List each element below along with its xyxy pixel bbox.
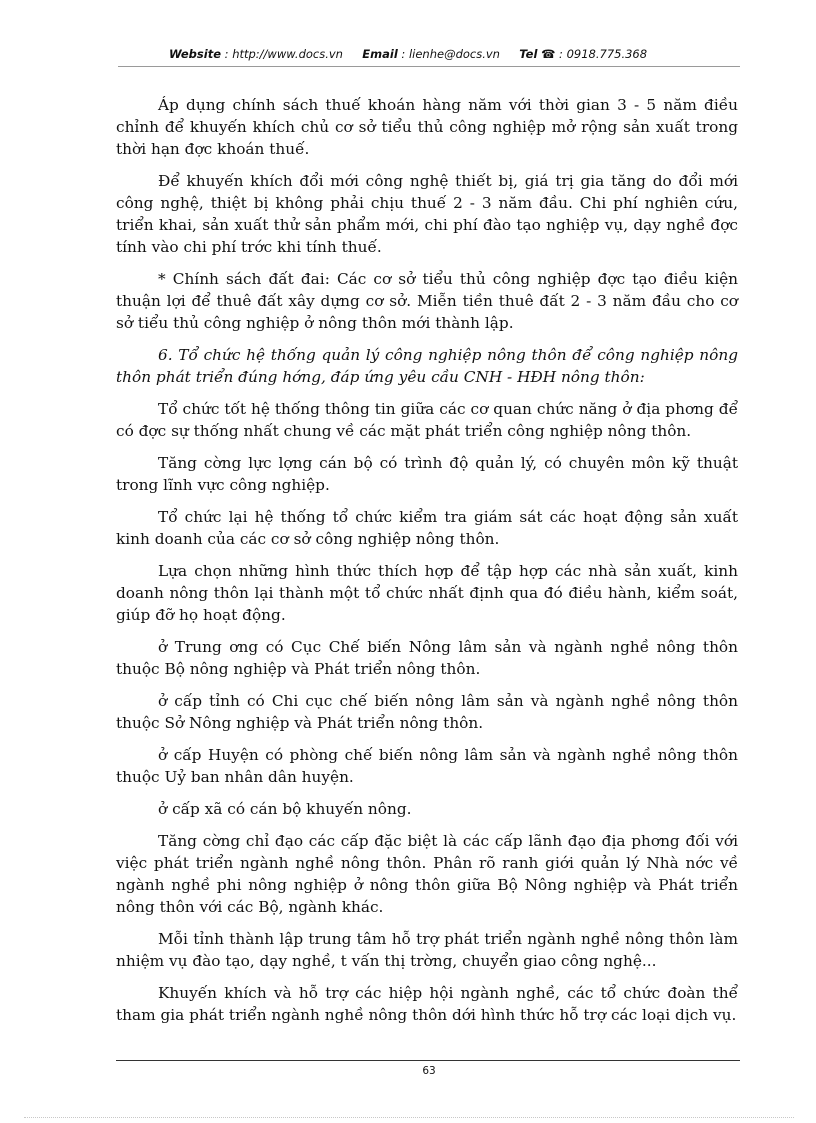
paragraph: Lựa chọn những hình thức thích hợp để tập hợp các nhà sản xuất, kinh doanh nông thôn lại thành một tổ chức nhất định qua đó điều hành, kiểm soát, giúp đỡ họ hoạt động. [116,562,738,624]
paragraph: Khuyến khích và hỗ trợ các hiệp hội ngành nghề, các tổ chức đoàn thể tham gia phát triển ngành nghề nông thôn dới hình thức hỗ trợ các loại dịch vụ. [116,984,738,1024]
paragraph: Để khuyến khích đổi mới công nghệ thiết bị, giá trị gia tăng do đổi mới công nghệ, thiệt bị không phải chịu thuế 2 - 3 năm đầu. Chi phí nghiên cứu, triển khai, sản xuất thử sản phẩm mới, chi phí đào tạo nghiệp vụ, dạy nghề đợc tính vào chi phí trớc khi tính thuế. [116,172,738,256]
document-body [116,94,738,1036]
section-heading: 6. Tổ chức hệ thống quản lý công nghiệp nông thôn để công nghiệp nông thôn phát triển đúng hớng, đáp ứng yêu cầu CNH - HĐH nông thôn: [116,346,738,386]
phone-icon: ☎ [541,47,556,61]
paragraph: ở cấp xã có cán bộ khuyến nông. [158,800,412,818]
header-divider [118,66,740,67]
paragraph: Tổ chức lại hệ thống tổ chức kiểm tra giám sát các hoạt động sản xuất kinh doanh của các cơ sở công nghiệp nông thôn. [116,508,738,548]
website-label: Website [168,47,222,61]
footer-divider [116,1060,740,1061]
paragraph: ở cấp Huyện có phòng chế biến nông lâm sản và ngành nghề nông thôn thuộc Uỷ ban nhân dân huyện. [116,746,738,786]
paragraph: Mỗi tỉnh thành lập trung tâm hỗ trợ phát triển ngành nghề nông thôn làm nhiệm vụ đào tạo, dạy nghề, t vấn thị trờng, chuyển giao công nghệ... [116,930,738,970]
paragraph: Tổ chức tốt hệ thống thông tin giữa các cơ quan chức năng ở địa phơng để có đợc sự thống nhất chung về các mặt phát triển công nghiệp nông thôn. [116,400,738,440]
page-header [0,47,816,61]
paragraph: ở cấp tỉnh có Chi cục chế biến nông lâm sản và ngành nghề nông thôn thuộc Sở Nông nghiệp và Phát triển nông thôn. [116,692,738,732]
website-value: : http://www.docs.vn [224,47,343,61]
paragraph: Tăng cờng chỉ đạo các cấp đặc biệt là các cấp lãnh đạo địa phơng đối với việc phát triển ngành nghề nông thôn. Phân rõ ranh giới quản lý Nhà nớc về ngành nghề phi nông nghiệp ở nông thôn giữa Bộ Nông nghiệp và Phát triển nông thôn với các Bộ, ngành khác. [116,832,738,916]
tel-value: : 0918.775.368 [559,47,648,61]
page-number: 63 [422,1065,436,1077]
paragraph: ở Trung ơng có Cục Chế biến Nông lâm sản và ngành nghề nông thôn thuộc Bộ nông nghiệp và Phát triển nông thôn. [116,638,738,678]
page-bottom-dotted-line [24,1117,794,1118]
tel-label: Tel [519,47,538,61]
paragraph: Tăng cờng lực lợng cán bộ có trình độ quản lý, có chuyên môn kỹ thuật trong lĩnh vực công nghiệp. [116,454,738,494]
paragraph: Áp dụng chính sách thuế khoán hàng năm với thời gian 3 - 5 năm điều chỉnh để khuyến khích chủ cơ sở tiểu thủ công nghiệp mở rộng sản xuất trong thời hạn đợc khoán thuế. [116,96,738,158]
email-label: Email [362,47,398,61]
email-value: : lienhe@docs.vn [401,47,500,61]
paragraph: * Chính sách đất đai: Các cơ sở tiểu thủ công nghiệp đợc tạo điều kiện thuận lợi để thuê đất xây dựng cơ sở. Miễn tiền thuê đất 2 - 3 năm đầu cho cơ sở tiểu thủ công nghiệp ở nông thôn mới thành lập. [116,270,738,332]
